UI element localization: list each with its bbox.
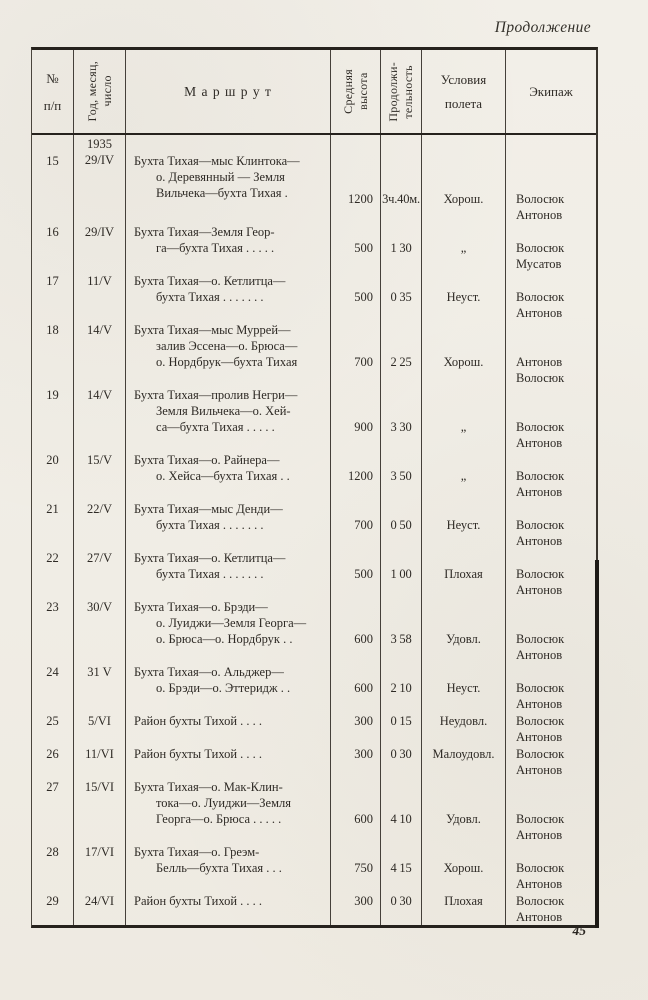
row-number: 15 bbox=[46, 154, 59, 168]
conditions-value: Плохая bbox=[444, 894, 483, 908]
crew-names: Волосюк Антонов bbox=[516, 747, 565, 777]
date-cell: 5/VI bbox=[74, 712, 126, 745]
row-number: 22 bbox=[46, 551, 59, 565]
date-cell: 27/V bbox=[74, 549, 126, 598]
route-cell: Бухта Тихая—о. Брэди— о. Луиджи—Земля Георга— о. Брюса—о. Нордбрук . . bbox=[126, 598, 331, 663]
row-number: 19 bbox=[46, 388, 59, 402]
table-row bbox=[32, 712, 596, 745]
duration-cell bbox=[381, 321, 422, 386]
altitude-value: 300 bbox=[354, 747, 373, 761]
crew-cell bbox=[506, 451, 596, 500]
row-number-cell bbox=[32, 321, 74, 386]
crew-cell bbox=[506, 712, 596, 745]
crew-names: Волосюк Антонов bbox=[516, 192, 565, 222]
route-cell: Бухта Тихая—пролив Негри— Земля Вильчека—о. Хей- са—бухта Тихая . . . . . bbox=[126, 386, 331, 451]
date-cell: 11/VI bbox=[74, 745, 126, 778]
crew-cell bbox=[506, 663, 596, 712]
date-cell: 17/VI bbox=[74, 843, 126, 892]
conditions-value: Плохая bbox=[444, 567, 483, 581]
conditions-cell bbox=[422, 843, 506, 892]
duration-value: 3 50 bbox=[390, 469, 412, 483]
crew-names: Антонов Волосюк bbox=[516, 355, 565, 385]
date-cell: 15/VI bbox=[74, 778, 126, 843]
header-route: М а р ш р у т bbox=[126, 50, 331, 133]
flights-table bbox=[31, 47, 598, 928]
crew-names: Волосюк Антонов bbox=[516, 714, 565, 744]
altitude-value: 500 bbox=[354, 241, 373, 255]
altitude-cell bbox=[331, 451, 381, 500]
table-row bbox=[32, 500, 596, 549]
crew-cell bbox=[506, 321, 596, 386]
duration-cell bbox=[381, 272, 422, 321]
altitude-cell bbox=[331, 778, 381, 843]
duration-cell bbox=[381, 745, 422, 778]
date-cell: 11/V bbox=[74, 272, 126, 321]
conditions-cell bbox=[422, 321, 506, 386]
header-conditions: Условия полета bbox=[422, 50, 506, 133]
header-num bbox=[32, 50, 74, 133]
row-number-cell bbox=[32, 549, 74, 598]
row-number: 28 bbox=[46, 845, 59, 859]
duration-value: 0 15 bbox=[390, 714, 412, 728]
conditions-cell bbox=[422, 549, 506, 598]
route-cell: Бухта Тихая—мыс Муррей— залив Эссена—о. Брюса— о. Нордбрук—бухта Тихая bbox=[126, 321, 331, 386]
row-number-cell bbox=[32, 712, 74, 745]
conditions-cell bbox=[422, 663, 506, 712]
altitude-cell bbox=[331, 223, 381, 272]
duration-cell bbox=[381, 135, 422, 223]
duration-value: 3 58 bbox=[390, 632, 412, 646]
crew-names: Волосюк Антонов bbox=[516, 632, 565, 662]
date-cell: 30/V bbox=[74, 598, 126, 663]
row-number-cell bbox=[32, 272, 74, 321]
duration-value: 3 30 bbox=[390, 420, 412, 434]
header-num-pp: п/п bbox=[43, 97, 62, 113]
conditions-value: Хорош. bbox=[443, 861, 484, 875]
duration-value: 0 30 bbox=[390, 747, 412, 761]
duration-value: 4 15 bbox=[390, 861, 412, 875]
conditions-value: „ bbox=[460, 420, 467, 434]
page-number: 45 bbox=[572, 923, 586, 938]
table-row bbox=[32, 135, 596, 223]
table-body bbox=[32, 135, 596, 925]
row-number-cell bbox=[32, 223, 74, 272]
route-cell: Бухта Тихая—о. Мак-Клин- тока—о. Луиджи—Земля Георга—о. Брюса . . . . . bbox=[126, 778, 331, 843]
conditions-value: Неуст. bbox=[446, 290, 481, 304]
table-row bbox=[32, 745, 596, 778]
duration-cell bbox=[381, 843, 422, 892]
continuation-label: Продолжение bbox=[494, 19, 591, 36]
conditions-cell bbox=[422, 745, 506, 778]
table-row bbox=[32, 451, 596, 500]
table-row bbox=[32, 663, 596, 712]
crew-names: Волосюк Антонов bbox=[516, 290, 565, 320]
crew-names: Волосюк Антонов bbox=[516, 681, 565, 711]
row-number-cell bbox=[32, 135, 74, 223]
header-altitude-vertical-text: Средняя высота bbox=[340, 69, 370, 114]
crew-names: Волосюк Антонов bbox=[516, 861, 565, 891]
altitude-value: 300 bbox=[354, 894, 373, 908]
altitude-value: 1200 bbox=[348, 469, 373, 483]
header-date-vertical-text: Год, месяц, число bbox=[84, 61, 114, 122]
table-row bbox=[32, 843, 596, 892]
altitude-cell bbox=[331, 321, 381, 386]
duration-cell bbox=[381, 778, 422, 843]
row-number-cell bbox=[32, 500, 74, 549]
duration-value: 1 00 bbox=[390, 567, 412, 581]
route-cell: Бухта Тихая—о. Кетлитца— бухта Тихая . . . . . . . bbox=[126, 272, 331, 321]
row-number: 29 bbox=[46, 894, 59, 908]
crew-cell bbox=[506, 549, 596, 598]
conditions-value: „ bbox=[460, 241, 467, 255]
duration-value: 2 25 bbox=[390, 355, 412, 369]
duration-cell bbox=[381, 500, 422, 549]
row-number: 18 bbox=[46, 323, 59, 337]
duration-cell bbox=[381, 386, 422, 451]
route-cell: Бухта Тихая—о. Греэм- Белль—бухта Тихая . . . bbox=[126, 843, 331, 892]
crew-cell bbox=[506, 778, 596, 843]
duration-cell bbox=[381, 451, 422, 500]
duration-cell bbox=[381, 663, 422, 712]
duration-value: 0 35 bbox=[390, 290, 412, 304]
date-cell: 14/V bbox=[74, 386, 126, 451]
table-row bbox=[32, 778, 596, 843]
altitude-value: 600 bbox=[354, 632, 373, 646]
table-row bbox=[32, 549, 596, 598]
crew-names: Волосюк Антонов bbox=[516, 812, 565, 842]
date-cell: 15/V bbox=[74, 451, 126, 500]
crew-cell bbox=[506, 386, 596, 451]
duration-cell bbox=[381, 223, 422, 272]
crew-cell bbox=[506, 223, 596, 272]
row-number: 26 bbox=[46, 747, 59, 761]
crew-cell bbox=[506, 598, 596, 663]
crew-cell bbox=[506, 892, 596, 925]
altitude-value: 600 bbox=[354, 681, 373, 695]
route-cell: Бухта Тихая—о. Альджер— о. Брэди—о. Эттеридж . . bbox=[126, 663, 331, 712]
crew-cell bbox=[506, 272, 596, 321]
crew-cell bbox=[506, 843, 596, 892]
altitude-cell bbox=[331, 272, 381, 321]
altitude-cell bbox=[331, 549, 381, 598]
altitude-value: 900 bbox=[354, 420, 373, 434]
conditions-cell bbox=[422, 598, 506, 663]
header-num-sign: № bbox=[46, 70, 59, 86]
table-row bbox=[32, 892, 596, 925]
table-row bbox=[32, 223, 596, 272]
row-number-cell bbox=[32, 663, 74, 712]
crew-names: Волосюк Антонов bbox=[516, 420, 565, 450]
altitude-value: 700 bbox=[354, 518, 373, 532]
header-date bbox=[74, 50, 126, 133]
conditions-cell bbox=[422, 272, 506, 321]
table-row bbox=[32, 598, 596, 663]
conditions-cell bbox=[422, 500, 506, 549]
altitude-value: 600 bbox=[354, 812, 373, 826]
conditions-value: Неуст. bbox=[446, 518, 481, 532]
crew-names: Волосюк Антонов bbox=[516, 894, 565, 924]
altitude-value: 1200 bbox=[348, 192, 373, 206]
row-number: 21 bbox=[46, 502, 59, 516]
altitude-value: 700 bbox=[354, 355, 373, 369]
date-cell: 22/V bbox=[74, 500, 126, 549]
row-number: 27 bbox=[46, 780, 59, 794]
header-altitude bbox=[331, 50, 381, 133]
route-cell: Район бухты Тихой . . . . bbox=[126, 745, 331, 778]
table-row bbox=[32, 386, 596, 451]
duration-cell bbox=[381, 598, 422, 663]
row-number-cell bbox=[32, 386, 74, 451]
altitude-cell bbox=[331, 386, 381, 451]
table-row bbox=[32, 321, 596, 386]
duration-cell bbox=[381, 712, 422, 745]
conditions-value: Хорош. bbox=[443, 192, 484, 206]
route-cell: Район бухты Тихой . . . . bbox=[126, 712, 331, 745]
altitude-value: 750 bbox=[354, 861, 373, 875]
header-duration bbox=[381, 50, 422, 133]
row-number-cell bbox=[32, 778, 74, 843]
row-number-cell bbox=[32, 451, 74, 500]
conditions-value: Удовл. bbox=[446, 812, 481, 826]
conditions-cell bbox=[422, 135, 506, 223]
duration-value: 0 50 bbox=[390, 518, 412, 532]
duration-cell bbox=[381, 549, 422, 598]
duration-cell bbox=[381, 892, 422, 925]
crew-cell bbox=[506, 745, 596, 778]
date-cell: 31 V bbox=[74, 663, 126, 712]
row-number: 24 bbox=[46, 665, 59, 679]
date-cell: 29/IV bbox=[74, 223, 126, 272]
crew-names: Волосюк Антонов bbox=[516, 518, 565, 548]
table-row bbox=[32, 272, 596, 321]
row-number-cell bbox=[32, 892, 74, 925]
conditions-cell bbox=[422, 778, 506, 843]
conditions-cell bbox=[422, 712, 506, 745]
duration-value: 4 10 bbox=[390, 812, 412, 826]
crew-names: Волосюк Антонов bbox=[516, 567, 565, 597]
altitude-value: 500 bbox=[354, 567, 373, 581]
altitude-cell bbox=[331, 843, 381, 892]
route-cell: Бухта Тихая—мыс Денди— бухта Тихая . . . . . . . bbox=[126, 500, 331, 549]
row-number: 25 bbox=[46, 714, 59, 728]
conditions-cell bbox=[422, 892, 506, 925]
altitude-cell bbox=[331, 135, 381, 223]
altitude-value: 500 bbox=[354, 290, 373, 304]
row-number: 23 bbox=[46, 600, 59, 614]
conditions-value: Неуст. bbox=[446, 681, 481, 695]
route-cell: Район бухты Тихой . . . . bbox=[126, 892, 331, 925]
route-cell: Бухта Тихая—о. Райнера— о. Хейса—бухта Тихая . . bbox=[126, 451, 331, 500]
conditions-value: Малоудовл. bbox=[432, 747, 495, 761]
row-number: 17 bbox=[46, 274, 59, 288]
duration-value: 2 10 bbox=[390, 681, 412, 695]
route-cell: Бухта Тихая—о. Кетлитца— бухта Тихая . . . . . . . bbox=[126, 549, 331, 598]
conditions-value: Неудовл. bbox=[439, 714, 488, 728]
crew-names: Волосюк Мусатов bbox=[516, 241, 565, 271]
date-cell: 24/VI bbox=[74, 892, 126, 925]
altitude-cell bbox=[331, 712, 381, 745]
row-number-cell bbox=[32, 843, 74, 892]
duration-value: 3ч.40м. bbox=[382, 192, 420, 206]
conditions-value: Удовл. bbox=[446, 632, 481, 646]
crew-cell bbox=[506, 500, 596, 549]
date-cell: 14/V bbox=[74, 321, 126, 386]
route-cell: Бухта Тихая—мыс Клинтока— о. Деревянный — Земля Вильчека—бухта Тихая . bbox=[126, 135, 331, 223]
table-header-row bbox=[32, 50, 596, 135]
route-cell: Бухта Тихая—Земля Геор- га—бухта Тихая . . . . . bbox=[126, 223, 331, 272]
altitude-cell bbox=[331, 892, 381, 925]
conditions-cell bbox=[422, 451, 506, 500]
altitude-cell bbox=[331, 500, 381, 549]
conditions-cell bbox=[422, 386, 506, 451]
altitude-value: 300 bbox=[354, 714, 373, 728]
header-crew: Экипаж bbox=[529, 83, 573, 99]
row-number-cell bbox=[32, 598, 74, 663]
conditions-cell bbox=[422, 223, 506, 272]
date-cell: 1935 29/IV bbox=[74, 135, 126, 223]
conditions-value: „ bbox=[460, 469, 467, 483]
row-number: 16 bbox=[46, 225, 59, 239]
altitude-cell bbox=[331, 663, 381, 712]
header-duration-vertical-text: Продолжи- тельность bbox=[386, 61, 415, 122]
duration-value: 0 30 bbox=[390, 894, 412, 908]
row-number-cell bbox=[32, 745, 74, 778]
altitude-cell bbox=[331, 745, 381, 778]
row-number: 20 bbox=[46, 453, 59, 467]
conditions-value: Хорош. bbox=[443, 355, 484, 369]
crew-names: Волосюк Антонов bbox=[516, 469, 565, 499]
crew-cell bbox=[506, 135, 596, 223]
duration-value: 1 30 bbox=[390, 241, 412, 255]
altitude-cell bbox=[331, 598, 381, 663]
